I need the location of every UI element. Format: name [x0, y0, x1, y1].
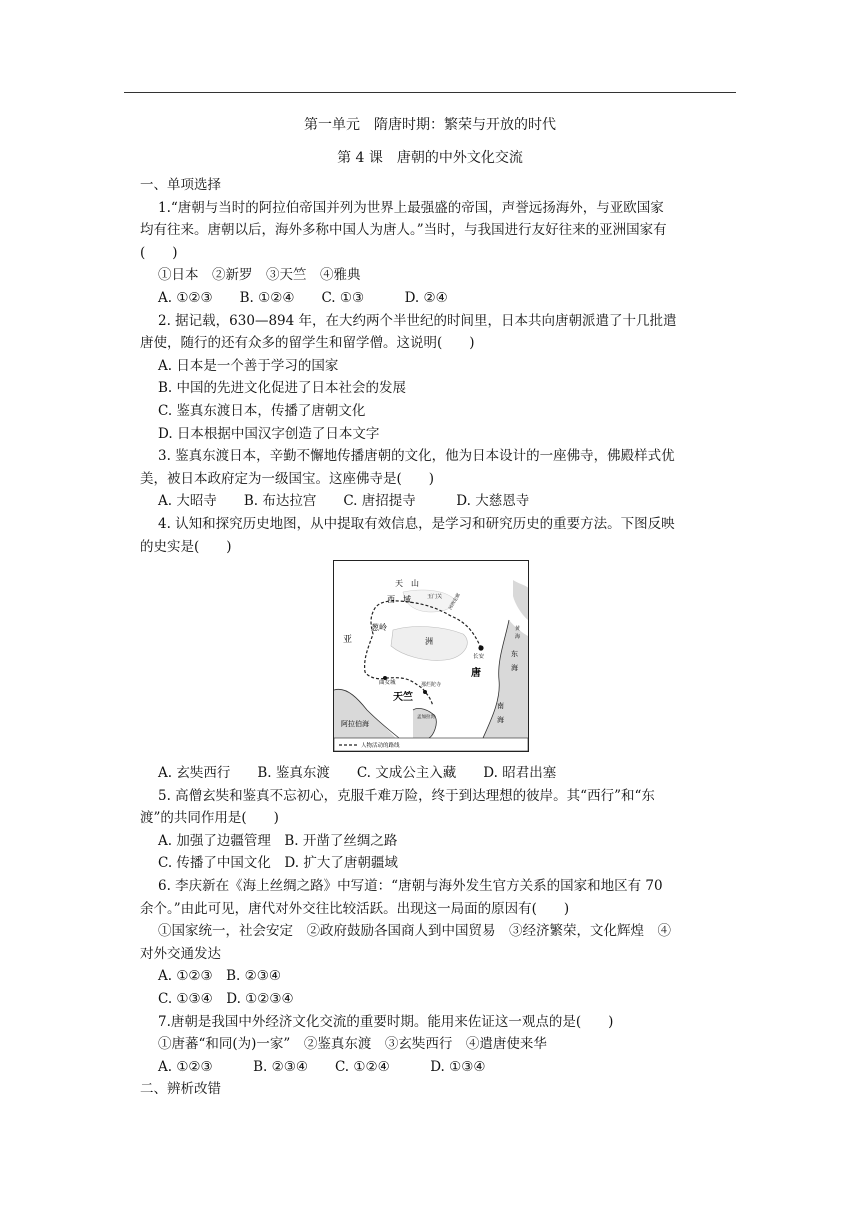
q5-stem-line2: 渡”的共同作用是( ) [140, 810, 279, 827]
q5-stem-line1: 5. 高僧玄奘和鉴真不忘初心，克服千难万险，终于到达理想的彼岸。其“西行”和“东 [158, 787, 655, 804]
lesson-title: 第 4 课 唐朝的中外文化交流 [337, 150, 523, 166]
label-ya: 亚 [343, 634, 353, 645]
label-zhou: 洲 [425, 637, 433, 647]
label-huang: 黄 [515, 626, 521, 633]
q7-options: A. ①②③ B. ②③④ C. ①②④ D. ①③④ [158, 1058, 486, 1075]
map-figure [140, 560, 736, 756]
section-heading-correction: 二、辨析改错 [140, 1081, 221, 1098]
q7-items: ①唐蕃“和同(为)一家” ②鉴真东渡 ③玄奘西行 ④遣唐使来华 [158, 1036, 547, 1053]
q2-option-d: D. 日本根据中国汉字创造了日本文字 [158, 425, 380, 442]
q2-option-b: B. 中国的先进文化促进了日本社会的发展 [158, 380, 407, 397]
label-tianshan: 天 山 [395, 579, 419, 589]
label-hexi: 河西走廊 [447, 592, 461, 611]
route-map [333, 560, 529, 752]
label-hai1: 海 [511, 665, 518, 673]
q6-stem-line1: 6. 李庆新在《海上丝绸之路》中写道：“唐朝与海外发生官方关系的国家和地区有 70 [158, 878, 663, 895]
q1-items: ①日本 ②新罗 ③天竺 ④雅典 [158, 267, 361, 284]
q2-option-c: C. 鉴真东渡日本，传播了唐朝文化 [158, 402, 366, 419]
q4-stem-line2: 的史实是( ) [140, 538, 232, 555]
q1-stem-line3: ( ) [140, 244, 178, 261]
q6-stem-line4: 对外交通发达 [140, 945, 221, 962]
q4-stem-line1: 4. 认知和探究历史地图，从中提取有效信息，是学习和研究历史的重要方法。下图反映 [158, 515, 675, 532]
label-nan: 南 [497, 703, 504, 711]
q3-stem-line1: 3. 鉴真东渡日本，辛勤不懈地传播唐朝的文化，他为日本设计的一座佛寺，佛殿样式优 [158, 448, 675, 465]
label-changan: 长安 [473, 654, 485, 661]
q7-stem: 7.唐朝是我国中外经济文化交流的重要时期。能用来佐证这一观点的是( ) [158, 1013, 614, 1030]
section-heading-single-choice: 一、单项选择 [140, 177, 221, 193]
label-hai2: 海 [497, 717, 504, 725]
q6-options-row1: A. ①②③ B. ②③④ [158, 968, 281, 985]
q6-stem-line2: 余个。”由此可见，唐代对外交往比较活跃。出现这一局面的原因有( ) [140, 900, 570, 917]
label-qunv: 曲女城 [379, 680, 396, 687]
changan-marker [478, 645, 483, 650]
label-arabian: 阿拉伯海 [341, 721, 369, 729]
label-jiazhi: 孟加拉湾 [417, 714, 435, 720]
q1-stem-line1: 1.“唐朝与当时的阿拉伯帝国并列为世界上最强盛的帝国，声誉远扬海外，与亚欧国家 [158, 199, 664, 216]
q6-options-row2: C. ①③④ D. ①②③④ [158, 991, 294, 1008]
q3-stem-line2: 美，被日本政府定为一级国宝。这座佛寺是( ) [140, 470, 435, 487]
q1-stem-line2: 均有往来。唐朝以后，海外多称中国人为唐人。”当时，与我国进行友好往来的亚洲国家有 [140, 222, 667, 239]
q5-options-row1: A. 加强了边疆管理 B. 开凿了丝绸之路 [158, 832, 398, 849]
question-list [140, 174, 736, 1101]
q1-options: A. ①②③ B. ①②④ C. ①③ D. ②④ [158, 289, 448, 306]
legend-label: 人物活动的路线 [361, 743, 400, 750]
nalanda-marker [423, 690, 427, 694]
header-rule [124, 92, 736, 93]
unit-title: 第一单元 隋唐时期：繁荣与开放的时代 [304, 117, 556, 133]
q2-option-a: A. 日本是一个善于学习的国家 [158, 357, 339, 374]
label-xiyu: 西 域 [387, 595, 411, 605]
label-congling: 葱岭 [371, 623, 387, 633]
label-hai3: 海 [515, 634, 521, 641]
q2-stem-line1: 2. 据记载，630—894 年，在大约两个半世纪的时间里，日本共向唐朝派遣了十几批遣 [158, 312, 677, 329]
q6-stem-line3: ①国家统一，社会安定 ②政府鼓励各国商人到中国贸易 ③经济繁荣，文化辉煌 ④ [158, 923, 671, 940]
label-dong: 东 [511, 651, 518, 659]
q3-options: A. 大昭寺 B. 布达拉宫 C. 唐招提寺 D. 大慈恩寺 [158, 493, 530, 510]
label-tang: 唐 [471, 668, 481, 680]
q4-options: A. 玄奘西行 B. 鉴真东渡 C. 文成公主入藏 D. 昭君出塞 [158, 765, 557, 782]
label-tianzhu: 天竺 [393, 692, 413, 704]
label-nalanda: 那烂陀寺 [421, 682, 442, 689]
q5-options-row2: C. 传播了中国文化 D. 扩大了唐朝疆域 [158, 855, 398, 872]
q2-stem-line2: 唐使，随行的还有众多的留学生和留学僧。这说明( ) [140, 335, 475, 352]
label-yumenguan: 玉门关 [427, 594, 443, 601]
